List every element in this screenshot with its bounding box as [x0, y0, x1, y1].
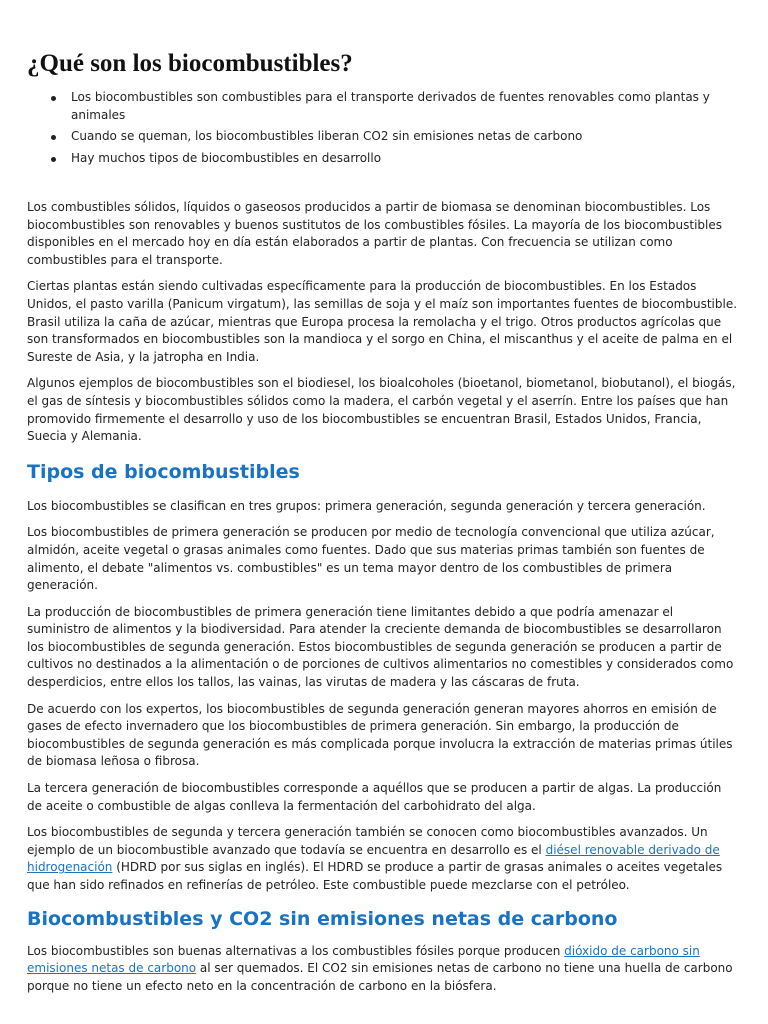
section-paragraph: La producción de biocombustibles de primera generación tiene limitantes debido a que podría amenazar el suministro de alimentos y la biodiversidad. Para atender la creciente demanda de biocombustibles se desarrollaron los biocombustibles de segunda generación. Estos biocombustibles de segunda generación se producen a partir de cultivos no destinados a la alimentación o de porciones de cultivos alimentarios no comestibles y considerados como desperdicios, entre ellos los tallos, las vainas, las virutas de madera y las cáscaras de fruta.	[27, 604, 734, 690]
intro-paragraph: Ciertas plantas están siendo cultivadas específicamente para la producción de biocombustibles. En los Estados Unidos, el pasto varilla (Panicum virgatum), las semillas de soja y el maíz son importantes fuentes de biocombustible. Brasil utiliza la caña de azúcar, mientras que Europa procesa la remolacha y el trigo. Otros productos agrícolas que son transformados en biocombustibles son la mandioca y el sorgo en China, el miscanthus y el aceite de palma en el Sureste de Asia, y la jatropha en India.	[27, 279, 738, 364]
bullet-item: Hay muchos tipos de biocombustibles en desarrollo	[71, 150, 751, 168]
text-span: al ser quemados. El CO2 sin emisiones netas de carbono no tiene una huella de carbono porque no tiene un efecto neto en la concentración de carbono en la biósfera.	[27, 961, 733, 993]
text-span: Los biocombustibles de segunda y tercera generación también se conocen como biocombustibles avanzados. Un ejemplo de un biocombustible avanzado que todavía se encuentra en desarrollo es el	[27, 825, 708, 857]
text-span: Los biocombustibles son buenas alternativas a los combustibles fósiles porque producen	[27, 943, 565, 958]
intro-paragraph: Algunos ejemplos de biocombustibles son el biodiesel, los bioalcoholes (bioetanol, biometanol, biobutanol), el biogás, el gas de síntesis y biocombustibles sólidos como la madera, el carbón vegetal y el aserrín. Entre los países que han promovido firmemente el desarrollo y uso de los biocombustibles se encuentran Brasil, Estados Unidos, Francia, Suecia y Alemania.	[27, 376, 736, 444]
section-heading-tipos: Tipos de biocombustibles	[27, 460, 300, 483]
advanced-biofuels-paragraph	[27, 824, 739, 894]
article-body	[27, 199, 739, 1004]
net-zero-co2-link[interactable]: dióxido de carbono sin emisiones netas de carbono	[27, 943, 700, 976]
co2-paragraph	[27, 943, 739, 996]
bullet-item: Cuando se queman, los biocombustibles liberan CO2 sin emisiones netas de carbono	[71, 128, 751, 146]
section-paragraph: Los biocombustibles de primera generación se producen por medio de tecnología convencional que utiliza azúcar, almidón, aceite vegetal o grasas animales como fuentes. Dado que sus materias primas también son fuentes de alimento, el debate "alimentos vs. combustibles" es un tema mayor dentro de los combustibles de primera generación.	[27, 525, 715, 593]
page-title: ¿Qué son los biocombustibles?	[27, 50, 353, 77]
bullet-item: Los biocombustibles son combustibles para el transporte derivados de fuentes renovables como plantas y animales	[71, 89, 751, 124]
section-paragraph: De acuerdo con los expertos, los biocombustibles de segunda generación generan mayores ahorros en emisión de gases de efecto invernadero que los biocombustibles de primera generación. Sin embargo, la producción de biocombustibles de segunda generación es más complicada porque involucra la extracción de materias primas útiles de biomasa leñosa o fibrosa.	[27, 701, 733, 769]
intro-paragraph: Los combustibles sólidos, líquidos o gaseosos producidos a partir de biomasa se denominan biocombustibles. Los biocombustibles son renovables y buenos sustitutos de los combustibles fósiles. La mayoría de los biocombustibles disponibles en el mercado hoy en día están elaborados a partir de plantas. Con frecuencia se utilizan como combustibles para el transporte.	[27, 200, 723, 267]
text-span: (HDRD por sus siglas en inglés). El HDRD se produce a partir de grasas animales o aceites vegetales que han sido refinados en refinerías de petróleo. Este combustible puede mezclarse con el petróleo.	[27, 860, 723, 892]
section-heading-co2: Biocombustibles y CO2 sin emisiones netas de carbono	[27, 907, 618, 930]
summary-bullet-list	[27, 89, 751, 171]
section-paragraph: Los biocombustibles se clasifican en tres grupos: primera generación, segunda generación y tercera generación.	[27, 498, 706, 513]
hdrd-link[interactable]: diésel renovable derivado de hidrogenación	[27, 842, 720, 875]
section-paragraph: La tercera generación de biocombustibles corresponde a aquéllos que se producen a partir de algas. La producción de aceite o combustible de algas conlleva la fermentación del carbohidrato del alga.	[27, 781, 722, 813]
